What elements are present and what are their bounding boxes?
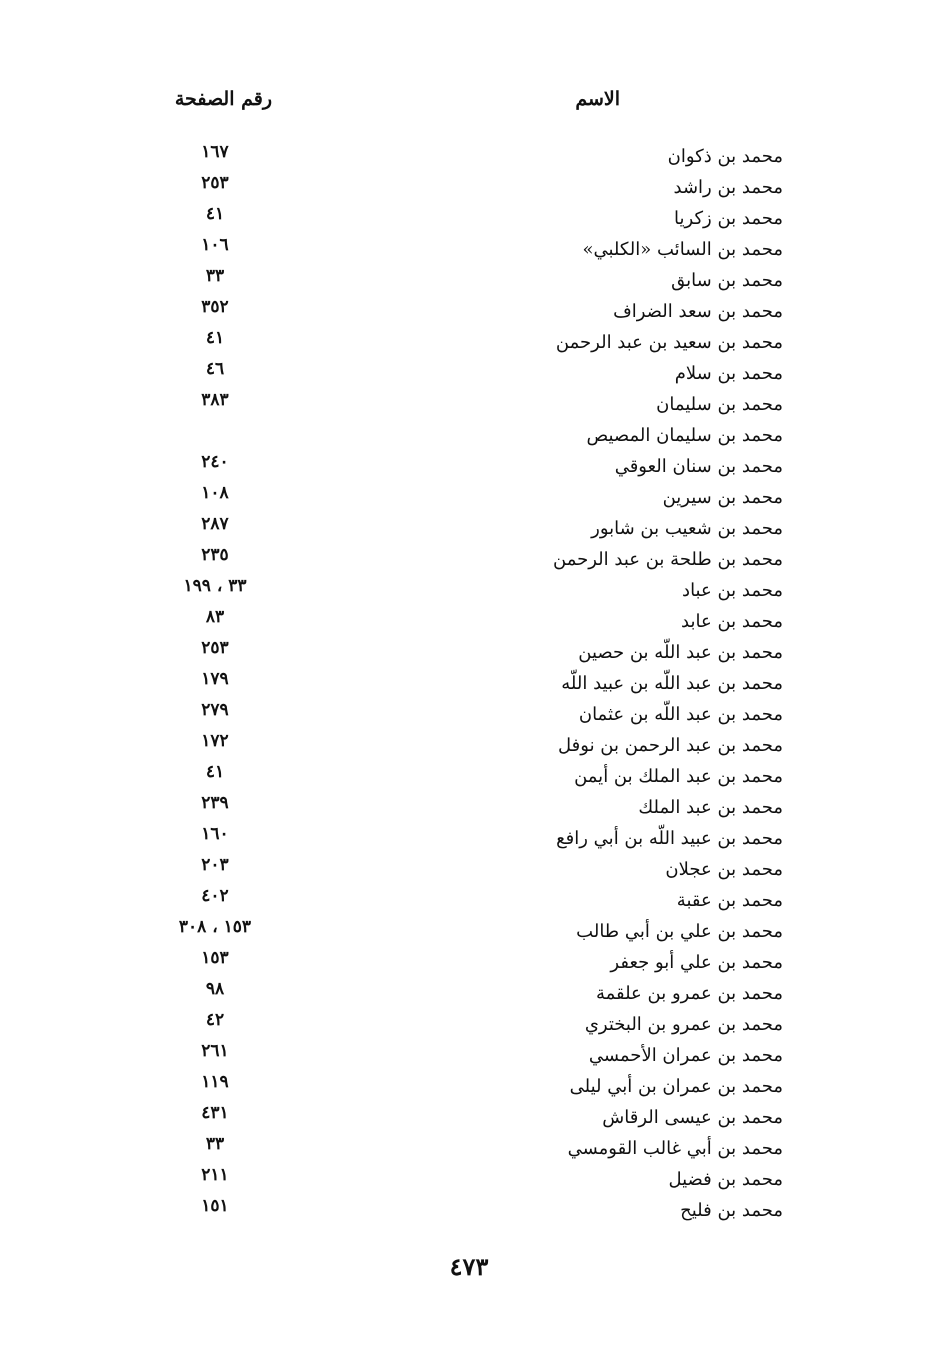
index-entry [0,265,938,296]
entry-page-ref: ٣٣ ، ١٩٩ [183,576,247,596]
index-entry [0,1009,938,1040]
index-entry [0,792,938,823]
entry-page-ref: ٣٥٢ [201,297,229,317]
entry-page-ref: ٤١ [205,762,225,782]
page-number: ٤٧٣ [449,1252,489,1281]
entry-name: محمد بن عمران الأحمسي [588,1045,783,1066]
index-entry [0,823,938,854]
entry-name: محمد بن عباد [682,580,783,601]
entry-page-ref: ٤١ [205,328,225,348]
entry-page-ref: ١٦٧ [201,142,229,162]
entry-name: محمد بن عقبة [676,890,783,911]
entry-name: محمد بن طلحة بن عبد الرحمن [553,549,783,570]
entry-page-ref: ١٠٦ [201,235,229,255]
index-entry [0,203,938,234]
entry-page-ref: ٢٤٠ [201,452,229,472]
entry-name: محمد بن سلام [674,363,783,384]
index-entry [0,575,938,606]
index-entry [0,389,938,420]
entry-name: محمد بن سيرين [662,487,783,508]
name-column-header: الاسم [575,88,620,110]
entry-name: محمد بن سعد الضراف [613,301,783,322]
entry-name: محمد بن شعيب بن شابور [591,518,783,539]
entry-page-ref: ٨٣ [205,607,225,627]
entry-page-ref: ٣٣ [205,1134,225,1154]
entry-page-ref: ٢٨٧ [201,514,229,534]
entry-name: محمد بن عيسى الرقاش [602,1107,783,1128]
index-entry [0,1071,938,1102]
index-entry [0,141,938,172]
index-entry [0,1102,938,1133]
entry-name: محمد بن عبد الملك [638,797,783,818]
index-entries [0,141,938,1226]
entry-page-ref: ٣٣ [205,266,225,286]
index-entry [0,637,938,668]
index-entry [0,544,938,575]
entry-name: محمد بن ذكوان [667,146,783,167]
entry-page-ref: ٢٣٥ [201,545,229,565]
index-entry [0,916,938,947]
index-entry [0,296,938,327]
index-entry [0,947,938,978]
index-entry [0,1164,938,1195]
entry-page-ref: ٣٨٣ [201,390,229,410]
entry-name: محمد بن عمرو بن البختري [584,1014,783,1035]
index-entry [0,699,938,730]
entry-page-ref: ٩٨ [205,979,225,999]
entry-page-ref: ٢٠٣ [201,855,229,875]
entry-name: محمد بن عبد اللّه بن حصين [578,642,783,663]
entry-page-ref: ٤٢ [205,1010,225,1030]
entry-name: محمد بن عبد اللّه بن عثمان [578,704,783,725]
index-entry [0,234,938,265]
entry-name: محمد بن عبد الرحمن بن نوفل [558,735,783,756]
entry-name: محمد بن عمرو بن علقمة [595,983,783,1004]
entry-page-ref: ٤٣١ [201,1103,229,1123]
entry-name: محمد بن فضيل [668,1169,783,1190]
index-entry [0,668,938,699]
entry-name: محمد بن عمران بن أبي ليلى [569,1076,783,1097]
entry-name: محمد بن سليمان المصيص [586,425,783,446]
entry-name: محمد بن أبي غالب القومسي [567,1138,783,1159]
entry-name: محمد بن عابد [681,611,783,632]
index-entry [0,606,938,637]
entry-name: محمد بن سنان العوقي [614,456,783,477]
entry-page-ref: ١٥١ [201,1196,229,1216]
entry-page-ref: ١٥٣ [201,948,229,968]
entry-name: محمد بن راشد [673,177,783,198]
index-entry [0,885,938,916]
entry-page-ref: ٢٥٣ [201,638,229,658]
index-entry [0,978,938,1009]
entry-name: محمد بن علي بن أبي طالب [576,921,783,942]
index-entry [0,1133,938,1164]
index-entry [0,451,938,482]
entry-name: محمد بن سعيد بن عبد الرحمن [555,332,783,353]
entry-name: محمد بن فليح [680,1200,783,1221]
entry-page-ref: ٢٧٩ [201,700,229,720]
index-entry [0,327,938,358]
entry-page-ref: ٢٣٩ [201,793,229,813]
entry-page-ref: ١١٩ [201,1072,229,1092]
entry-page-ref: ٤١ [205,204,225,224]
index-entry [0,730,938,761]
entry-page-ref: ٤٠٢ [201,886,229,906]
index-entry [0,1040,938,1071]
entry-name: محمد بن عبد الملك بن أيمن [574,766,783,787]
entry-page-ref: ١٧٢ [201,731,229,751]
entry-name: محمد بن عجلان [665,859,783,880]
entry-name: محمد بن عبد اللّه بن عبيد اللّه [561,673,783,694]
page-column-header: رقم الصفحة [174,88,272,110]
index-entry [0,420,938,451]
entry-page-ref: ١٥٣ ، ٣٠٨ [178,917,252,937]
entry-page-ref: ٢٥٣ [201,173,229,193]
entry-name: محمد بن السائب «الكلبي» [582,239,783,260]
entry-page-ref: ٤٦ [205,359,225,379]
index-entry [0,513,938,544]
entry-name: محمد بن سابق [671,270,783,291]
entry-name: محمد بن سليمان [656,394,783,415]
index-entry [0,1195,938,1226]
entry-page-ref: ٢٦١ [201,1041,229,1061]
entry-page-ref: ١٠٨ [201,483,229,503]
index-entry [0,482,938,513]
index-entry [0,358,938,389]
entry-name: محمد بن عبيد اللّه بن أبي رافع [556,828,783,849]
index-entry [0,761,938,792]
entry-name: محمد بن زكريا [674,208,783,229]
entry-name: محمد بن علي أبو جعفر [610,952,783,973]
entry-page-ref: ١٧٩ [201,669,229,689]
index-entry [0,172,938,203]
entry-page-ref: ١٦٠ [201,824,229,844]
entry-page-ref: ٢١١ [201,1165,229,1185]
index-entry [0,854,938,885]
